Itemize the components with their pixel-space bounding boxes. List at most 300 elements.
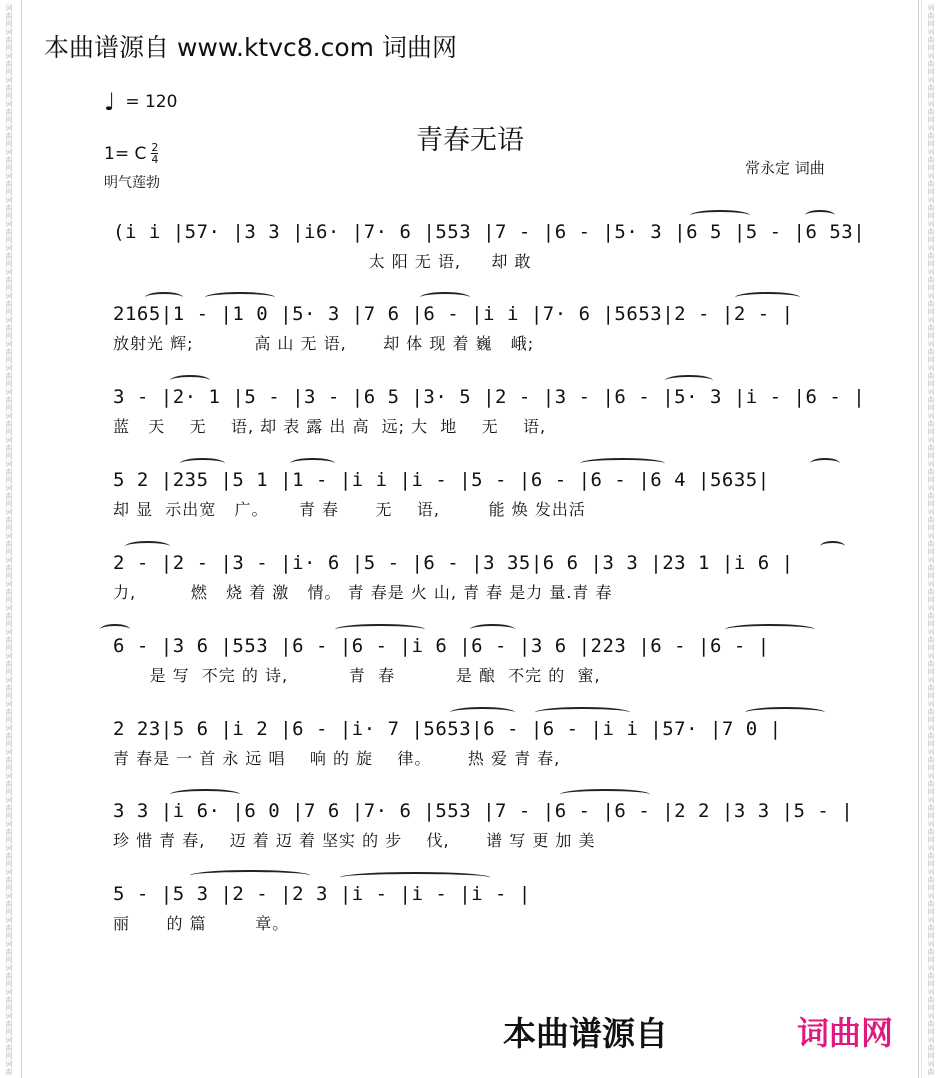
watermark-char: 曲 xyxy=(927,492,935,500)
tempo-marking xyxy=(104,88,177,116)
watermark-char: 曲 xyxy=(5,708,13,716)
watermark-char: 词 xyxy=(927,316,935,324)
staff-line xyxy=(113,220,866,272)
watermark-char: 词 xyxy=(5,388,13,396)
watermark-char: 词 xyxy=(927,436,935,444)
watermark-char: 曲 xyxy=(5,36,13,44)
watermark-char: 网 xyxy=(927,932,935,940)
watermark-char: 曲 xyxy=(927,396,935,404)
watermark-char: 曲 xyxy=(927,108,935,116)
watermark-char: 曲 xyxy=(927,540,935,548)
staff-line xyxy=(113,799,854,851)
watermark-char: 网 xyxy=(5,92,13,100)
watermark-char: 曲 xyxy=(927,36,935,44)
watermark-char: 曲 xyxy=(5,780,13,788)
watermark-char: 词 xyxy=(5,844,13,852)
watermark-char: 网 xyxy=(927,68,935,76)
watermark-char: 曲 xyxy=(5,1020,13,1028)
watermark-char: 词 xyxy=(5,4,13,12)
watermark-char: 词 xyxy=(5,676,13,684)
watermark-char: 词 xyxy=(927,1060,935,1068)
watermark-char: 词 xyxy=(927,460,935,468)
watermark-char: 网 xyxy=(5,44,13,52)
watermark-char: 曲 xyxy=(5,1044,13,1052)
watermark-char: 网 xyxy=(5,116,13,124)
watermark-char: 曲 xyxy=(927,156,935,164)
watermark-char: 词 xyxy=(5,604,13,612)
watermark-char: 词 xyxy=(927,652,935,660)
watermark-char: 词 xyxy=(927,28,935,36)
watermark-char: 网 xyxy=(927,1052,935,1060)
watermark-char: 曲 xyxy=(927,252,935,260)
watermark-char: 网 xyxy=(5,932,13,940)
watermark-char: 词 xyxy=(5,988,13,996)
watermark-char: 曲 xyxy=(5,420,13,428)
watermark-char: 词 xyxy=(5,100,13,108)
slur-arc xyxy=(810,458,840,469)
staff-notes: 2 23|5 6 |i 2 |6 - |i· 7 |5653|6 - |6 - |i i |57· |7 0 | xyxy=(113,718,782,740)
watermark-char: 曲 xyxy=(5,972,13,980)
watermark-char: 网 xyxy=(927,92,935,100)
staff-line xyxy=(113,551,847,603)
slur-arc xyxy=(470,624,515,635)
time-top: 2 xyxy=(151,141,159,154)
staff-line xyxy=(113,634,847,686)
watermark-char: 曲 xyxy=(927,468,935,476)
watermark-char: 曲 xyxy=(5,636,13,644)
slur-arc xyxy=(690,210,750,221)
watermark-char: 曲 xyxy=(5,204,13,212)
watermark-char: 词 xyxy=(927,268,935,276)
watermark-char: 曲 xyxy=(5,924,13,932)
watermark-char: 词 xyxy=(5,1036,13,1044)
watermark-char: 曲 xyxy=(927,996,935,1004)
watermark-char: 曲 xyxy=(927,60,935,68)
watermark-char: 词 xyxy=(927,244,935,252)
watermark-char: 曲 xyxy=(927,1068,935,1076)
slur-arc xyxy=(420,292,470,303)
song-title: 青春无语 xyxy=(416,125,524,156)
watermark-char: 网 xyxy=(927,164,935,172)
watermark-char: 曲 xyxy=(5,396,13,404)
slur-arc xyxy=(535,707,630,718)
watermark-char: 网 xyxy=(927,668,935,676)
watermark-char: 词 xyxy=(5,940,13,948)
watermark-char: 曲 xyxy=(5,324,13,332)
watermark-char: 网 xyxy=(927,620,935,628)
watermark-char: 网 xyxy=(5,68,13,76)
watermark-char: 网 xyxy=(5,1004,13,1012)
watermark-char: 词 xyxy=(927,172,935,180)
watermark-char: 词 xyxy=(5,532,13,540)
watermark-char: 曲 xyxy=(5,84,13,92)
watermark-char: 网 xyxy=(927,1004,935,1012)
watermark-char: 词 xyxy=(5,1012,13,1020)
watermark-char: 网 xyxy=(927,908,935,916)
watermark-char: 曲 xyxy=(927,228,935,236)
watermark-char: 网 xyxy=(927,644,935,652)
watermark-char: 词 xyxy=(927,292,935,300)
watermark-char: 网 xyxy=(927,332,935,340)
watermark-char: 曲 xyxy=(927,516,935,524)
watermark-char: 词 xyxy=(5,268,13,276)
right-border-line-outer xyxy=(921,0,922,1078)
watermark-char: 曲 xyxy=(927,564,935,572)
watermark-char: 词 xyxy=(927,556,935,564)
watermark-char: 网 xyxy=(927,404,935,412)
watermark-char: 曲 xyxy=(927,372,935,380)
watermark-char: 网 xyxy=(5,620,13,628)
staff-notes: 2 - |2 - |3 - |i· 6 |5 - |6 - |3 35|6 6 |3 3 |23 1 |i 6 | xyxy=(113,552,794,574)
watermark-char: 曲 xyxy=(927,852,935,860)
watermark-char: 曲 xyxy=(927,612,935,620)
watermark-char: 词 xyxy=(927,772,935,780)
watermark-char: 网 xyxy=(927,860,935,868)
key-signature xyxy=(104,142,158,165)
watermark-char: 词 xyxy=(927,724,935,732)
watermark-char: 曲 xyxy=(5,996,13,1004)
watermark-char: 词 xyxy=(927,580,935,588)
watermark-char: 词 xyxy=(5,868,13,876)
watermark-char: 网 xyxy=(927,452,935,460)
watermark-char: 网 xyxy=(5,740,13,748)
slur-arc xyxy=(665,375,713,386)
watermark-char: 网 xyxy=(927,596,935,604)
watermark-char: 曲 xyxy=(927,972,935,980)
watermark-char: 网 xyxy=(927,740,935,748)
slur-arc xyxy=(340,872,490,883)
left-watermark-strip xyxy=(0,0,18,1078)
quarter-note-icon: ♩ xyxy=(104,88,116,116)
watermark-char: 词 xyxy=(5,628,13,636)
watermark-char: 曲 xyxy=(927,276,935,284)
watermark-char: 网 xyxy=(5,164,13,172)
watermark-char: 曲 xyxy=(927,732,935,740)
staff-line xyxy=(113,882,847,934)
watermark-char: 曲 xyxy=(5,12,13,20)
watermark-char: 曲 xyxy=(5,732,13,740)
watermark-char: 词 xyxy=(927,892,935,900)
watermark-char: 网 xyxy=(5,692,13,700)
watermark-char: 词 xyxy=(927,700,935,708)
watermark-char: 网 xyxy=(5,908,13,916)
time-signature xyxy=(151,142,158,165)
watermark-char: 曲 xyxy=(927,300,935,308)
staff-lyrics: 青 春是 一 首 永 远 唱 响 的 旋 律。 热 爱 青 春, xyxy=(113,749,561,768)
watermark-char: 曲 xyxy=(927,444,935,452)
watermark-char: 网 xyxy=(927,188,935,196)
watermark-char: 曲 xyxy=(927,876,935,884)
watermark-char: 词 xyxy=(927,1012,935,1020)
watermark-char: 曲 xyxy=(5,948,13,956)
watermark-char: 网 xyxy=(927,788,935,796)
footer-source-text: 本曲谱源自 xyxy=(503,1014,668,1053)
watermark-char: 网 xyxy=(927,356,935,364)
watermark-char: 网 xyxy=(5,260,13,268)
watermark-char: 曲 xyxy=(5,228,13,236)
slur-arc xyxy=(190,870,310,881)
watermark-char: 网 xyxy=(927,884,935,892)
slur-arc xyxy=(100,624,130,635)
staff-lyrics: 放射光 辉; 高 山 无 语, 却 体 现 着 巍 峨; xyxy=(113,334,535,353)
staff-lyrics: 蓝 天 无 语, 却 表 露 出 高 远; 大 地 无 语, xyxy=(113,417,547,436)
staff-notes: 2165|1 - |1 0 |5· 3 |7 6 |6 - |i i |7· 6 |5653|2 - |2 - | xyxy=(113,303,794,325)
watermark-char: 曲 xyxy=(927,1020,935,1028)
watermark-char: 曲 xyxy=(5,828,13,836)
watermark-char: 曲 xyxy=(5,660,13,668)
watermark-char: 曲 xyxy=(5,492,13,500)
watermark-char: 词 xyxy=(927,508,935,516)
watermark-char: 网 xyxy=(5,188,13,196)
staff-line xyxy=(113,385,866,437)
watermark-char: 网 xyxy=(927,980,935,988)
watermark-char: 词 xyxy=(5,700,13,708)
watermark-char: 词 xyxy=(927,364,935,372)
watermark-char: 网 xyxy=(5,500,13,508)
slur-arc xyxy=(170,375,210,386)
watermark-char: 词 xyxy=(927,940,935,948)
watermark-char: 曲 xyxy=(5,132,13,140)
watermark-char: 词 xyxy=(5,796,13,804)
key-value: 1= C xyxy=(104,144,147,164)
staff-lyrics: 是 写 不完 的 诗, 青 春 是 酿 不完 的 蜜, xyxy=(113,666,601,685)
watermark-char: 网 xyxy=(5,332,13,340)
watermark-char: 网 xyxy=(927,956,935,964)
watermark-char: 曲 xyxy=(927,636,935,644)
watermark-char: 曲 xyxy=(5,900,13,908)
watermark-char: 曲 xyxy=(927,684,935,692)
watermark-char: 词 xyxy=(5,292,13,300)
slur-arc xyxy=(180,458,225,469)
watermark-char: 词 xyxy=(5,76,13,84)
watermark-char: 词 xyxy=(927,100,935,108)
watermark-char: 词 xyxy=(5,484,13,492)
watermark-char: 网 xyxy=(5,836,13,844)
staff-notes: 5 2 |235 |5 1 |1 - |i i |i - |5 - |6 - |6 - |6 4 |5635| xyxy=(113,469,770,491)
watermark-char: 网 xyxy=(5,884,13,892)
watermark-char: 词 xyxy=(5,508,13,516)
watermark-char: 网 xyxy=(927,428,935,436)
watermark-char: 词 xyxy=(927,124,935,132)
watermark-char: 网 xyxy=(5,236,13,244)
watermark-char: 词 xyxy=(5,316,13,324)
slur-arc xyxy=(820,541,845,552)
watermark-char: 词 xyxy=(927,868,935,876)
staff-lyrics: 力, 燃 烧 着 激 情。 青 春是 火 山, 青 春 是力 量.青 春 xyxy=(113,583,613,602)
watermark-char: 曲 xyxy=(5,156,13,164)
watermark-char: 词 xyxy=(927,196,935,204)
watermark-char: 曲 xyxy=(5,852,13,860)
watermark-char: 网 xyxy=(927,116,935,124)
slur-arc xyxy=(735,292,800,303)
watermark-char: 词 xyxy=(5,892,13,900)
watermark-char: 词 xyxy=(5,964,13,972)
watermark-char: 曲 xyxy=(5,516,13,524)
watermark-char: 词 xyxy=(5,916,13,924)
watermark-char: 曲 xyxy=(927,828,935,836)
staff-notes: (i i |57· |3 3 |i6· |7· 6 |553 |7 - |6 - |5· 3 |6 5 |5 - |6 53| xyxy=(113,221,866,243)
watermark-char: 网 xyxy=(5,212,13,220)
watermark-char: 网 xyxy=(5,548,13,556)
watermark-char: 曲 xyxy=(927,180,935,188)
watermark-char: 曲 xyxy=(927,420,935,428)
watermark-char: 词 xyxy=(5,1060,13,1068)
watermark-char: 词 xyxy=(927,796,935,804)
watermark-char: 网 xyxy=(5,404,13,412)
watermark-char: 网 xyxy=(5,812,13,820)
watermark-char: 网 xyxy=(927,764,935,772)
watermark-char: 曲 xyxy=(927,660,935,668)
slur-arc xyxy=(170,789,240,800)
watermark-char: 网 xyxy=(927,812,935,820)
slur-arc xyxy=(290,458,335,469)
watermark-char: 曲 xyxy=(5,1068,13,1076)
watermark-char: 词 xyxy=(5,580,13,588)
watermark-char: 词 xyxy=(927,340,935,348)
watermark-char: 词 xyxy=(5,460,13,468)
watermark-char: 词 xyxy=(927,484,935,492)
staff-line xyxy=(113,717,847,769)
watermark-char: 词 xyxy=(5,364,13,372)
staff-notes: 3 - |2· 1 |5 - |3 - |6 5 |3· 5 |2 - |3 - |6 - |5· 3 |i - |6 - | xyxy=(113,386,866,408)
watermark-char: 网 xyxy=(5,716,13,724)
watermark-char: 词 xyxy=(5,148,13,156)
watermark-char: 曲 xyxy=(5,60,13,68)
right-border-line xyxy=(918,0,919,1078)
slur-arc xyxy=(205,292,275,303)
watermark-char: 曲 xyxy=(5,540,13,548)
watermark-char: 曲 xyxy=(5,300,13,308)
slur-arc xyxy=(145,292,183,303)
source-header: 本曲谱源自 www.ktvc8.com 词曲网 xyxy=(44,33,457,62)
watermark-char: 词 xyxy=(927,604,935,612)
watermark-char: 网 xyxy=(927,692,935,700)
watermark-char: 词 xyxy=(927,676,935,684)
watermark-char: 曲 xyxy=(5,564,13,572)
slur-arc xyxy=(745,707,825,718)
watermark-char: 网 xyxy=(5,860,13,868)
watermark-char: 网 xyxy=(5,524,13,532)
watermark-char: 词 xyxy=(927,964,935,972)
watermark-char: 网 xyxy=(927,500,935,508)
watermark-char: 词 xyxy=(927,532,935,540)
watermark-char: 网 xyxy=(5,452,13,460)
watermark-char: 词 xyxy=(927,4,935,12)
slur-arc xyxy=(335,624,425,635)
watermark-char: 曲 xyxy=(927,132,935,140)
watermark-char: 词 xyxy=(5,436,13,444)
watermark-char: 词 xyxy=(5,244,13,252)
watermark-char: 网 xyxy=(927,20,935,28)
slur-arc xyxy=(725,624,815,635)
watermark-char: 网 xyxy=(927,44,935,52)
watermark-char: 词 xyxy=(927,820,935,828)
watermark-char: 曲 xyxy=(927,84,935,92)
right-watermark-strip xyxy=(922,0,940,1078)
slur-arc xyxy=(125,541,170,552)
watermark-char: 曲 xyxy=(927,588,935,596)
watermark-char: 网 xyxy=(927,380,935,388)
staff-line xyxy=(113,302,847,354)
slur-arc xyxy=(450,707,515,718)
watermark-char: 网 xyxy=(927,140,935,148)
watermark-char: 网 xyxy=(927,716,935,724)
watermark-char: 网 xyxy=(5,788,13,796)
watermark-char: 网 xyxy=(927,476,935,484)
staff-line xyxy=(113,468,847,520)
watermark-char: 曲 xyxy=(927,756,935,764)
watermark-char: 网 xyxy=(5,956,13,964)
watermark-char: 曲 xyxy=(5,444,13,452)
watermark-char: 网 xyxy=(927,212,935,220)
watermark-char: 词 xyxy=(927,148,935,156)
watermark-char: 曲 xyxy=(5,804,13,812)
watermark-char: 网 xyxy=(5,380,13,388)
watermark-char: 词 xyxy=(927,220,935,228)
watermark-char: 词 xyxy=(927,844,935,852)
watermark-char: 网 xyxy=(5,764,13,772)
watermark-char: 词 xyxy=(927,916,935,924)
watermark-char: 词 xyxy=(5,556,13,564)
watermark-char: 网 xyxy=(927,548,935,556)
watermark-char: 网 xyxy=(5,308,13,316)
watermark-char: 词 xyxy=(5,172,13,180)
watermark-char: 网 xyxy=(927,284,935,292)
watermark-char: 曲 xyxy=(927,780,935,788)
watermark-char: 曲 xyxy=(5,180,13,188)
watermark-char: 网 xyxy=(5,140,13,148)
watermark-char: 网 xyxy=(927,1028,935,1036)
watermark-char: 词 xyxy=(927,388,935,396)
staff-lyrics: 太 阳 无 语, 却 敢 xyxy=(113,252,532,271)
watermark-char: 网 xyxy=(5,476,13,484)
watermark-char: 曲 xyxy=(5,348,13,356)
staff-lyrics: 却 显 示出宽 广。 青 春 无 语, 能 焕 发出活 xyxy=(113,500,586,519)
watermark-char: 网 xyxy=(5,1028,13,1036)
watermark-char: 曲 xyxy=(5,108,13,116)
watermark-char: 曲 xyxy=(5,876,13,884)
watermark-char: 词 xyxy=(5,652,13,660)
staff-lyrics: 丽 的 篇 章。 xyxy=(113,914,290,933)
watermark-char: 曲 xyxy=(927,348,935,356)
watermark-char: 词 xyxy=(927,412,935,420)
slur-arc xyxy=(805,210,835,221)
watermark-char: 曲 xyxy=(927,924,935,932)
watermark-char: 曲 xyxy=(927,204,935,212)
watermark-char: 词 xyxy=(5,412,13,420)
watermark-char: 网 xyxy=(5,284,13,292)
watermark-char: 词 xyxy=(5,748,13,756)
watermark-char: 网 xyxy=(927,236,935,244)
watermark-char: 曲 xyxy=(927,900,935,908)
watermark-char: 网 xyxy=(5,20,13,28)
watermark-char: 曲 xyxy=(5,684,13,692)
watermark-char: 曲 xyxy=(927,948,935,956)
watermark-char: 词 xyxy=(5,196,13,204)
left-border-line xyxy=(21,0,22,1078)
tempo-value: = 120 xyxy=(125,92,178,112)
watermark-char: 词 xyxy=(5,820,13,828)
staff-notes: 3 3 |i 6· |6 0 |7 6 |7· 6 |553 |7 - |6 - |6 - |2 2 |3 3 |5 - | xyxy=(113,800,854,822)
watermark-char: 词 xyxy=(927,988,935,996)
watermark-char: 词 xyxy=(5,124,13,132)
watermark-char: 曲 xyxy=(5,372,13,380)
watermark-char: 词 xyxy=(927,76,935,84)
watermark-char: 词 xyxy=(5,28,13,36)
watermark-char: 曲 xyxy=(5,252,13,260)
watermark-char: 词 xyxy=(5,220,13,228)
watermark-char: 词 xyxy=(927,1036,935,1044)
